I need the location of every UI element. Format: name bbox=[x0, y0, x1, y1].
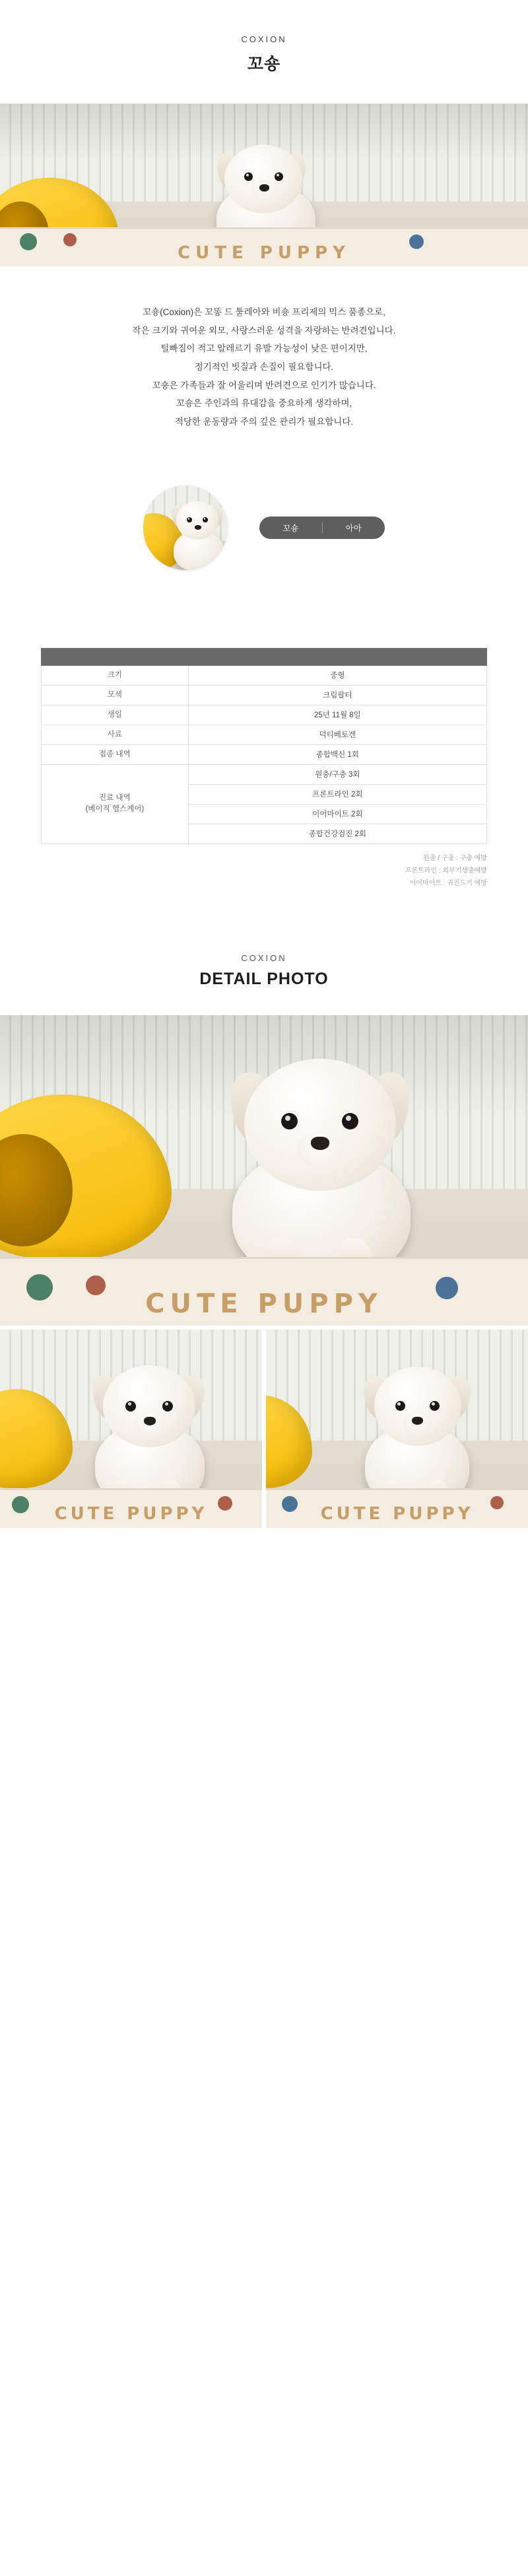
treatment-label-line1: 진료 내역 bbox=[99, 793, 131, 802]
table-row bbox=[42, 705, 487, 725]
detail-photo-left bbox=[0, 1330, 262, 1528]
detail-photo-header bbox=[0, 890, 528, 1015]
spec-table bbox=[41, 648, 487, 844]
avatar-puppy-eye-left bbox=[187, 517, 192, 522]
puppy-eye-left bbox=[244, 172, 253, 181]
page-title: 꼬숑 bbox=[247, 55, 281, 73]
puppy-nose bbox=[259, 184, 269, 192]
table-note: 프론트라인 : 외부기생충예방 bbox=[405, 867, 487, 875]
row-value: 종합백신 1회 bbox=[188, 744, 486, 764]
description-line: 꼬숑은 가족들과 잘 어울리며 반려견으로 인기가 많습니다. bbox=[152, 380, 376, 390]
description-line: 털빠짐이 적고 알레르기 유발 가능성이 낮은 편이지만, bbox=[160, 343, 368, 354]
table-row bbox=[42, 685, 487, 705]
pill-right-label: 아아 bbox=[345, 523, 362, 533]
description-line: 정기적인 빗질과 손질이 필요합니다. bbox=[194, 362, 334, 373]
rug-text: CUTE PUPPY bbox=[320, 1503, 474, 1524]
avatar-puppy-head bbox=[176, 501, 218, 540]
table-row bbox=[42, 665, 487, 685]
detail-title: DETAIL PHOTO bbox=[199, 969, 329, 988]
avatar-puppy-eye-right bbox=[203, 517, 208, 522]
avatar bbox=[143, 485, 228, 570]
profile-name-pill bbox=[259, 517, 385, 539]
puppy-eye-right bbox=[275, 172, 283, 181]
puppy-subject bbox=[198, 1050, 449, 1287]
pill-left-label: 꼬숑 bbox=[282, 523, 299, 533]
puppy-eye-left bbox=[125, 1401, 136, 1412]
puppy-head bbox=[374, 1367, 461, 1446]
puppy-eye-right bbox=[430, 1401, 440, 1411]
detail-right-scene bbox=[266, 1330, 528, 1528]
treatment-value: 원충/구충 3회 bbox=[188, 764, 486, 784]
avatar-scene bbox=[143, 485, 228, 570]
table-row bbox=[42, 744, 487, 764]
rug-text: CUTE PUPPY bbox=[54, 1503, 208, 1524]
bottom-spacer bbox=[0, 1528, 528, 1554]
row-value: 중형 bbox=[188, 665, 486, 685]
description-line: 꼬숑은 주인과의 유대감을 중요하게 생각하며, bbox=[176, 398, 352, 409]
table-header-right bbox=[188, 648, 486, 665]
description-line: 작은 크기와 귀여운 외모, 사랑스러운 성격을 자랑하는 반려견입니다. bbox=[132, 325, 396, 336]
row-label: 사료 bbox=[42, 725, 189, 744]
treatment-label bbox=[42, 764, 189, 843]
puppy-eye-right bbox=[162, 1401, 173, 1412]
avatar-puppy bbox=[166, 497, 228, 570]
hero-scene bbox=[0, 104, 528, 266]
profile-row bbox=[0, 470, 528, 596]
brand-eyebrow: COXION bbox=[241, 34, 287, 44]
puppy-nose bbox=[144, 1417, 156, 1425]
table-note: 원충 / 구충 : 구충 예방 bbox=[423, 854, 487, 862]
puppy-head bbox=[244, 1059, 396, 1191]
avatar-puppy-nose bbox=[195, 525, 201, 530]
table-row bbox=[42, 725, 487, 744]
description-line: 적당한 운동량과 주의 깊은 관리가 필요합니다. bbox=[174, 417, 354, 427]
detail-left-scene bbox=[0, 1330, 262, 1528]
description-block bbox=[0, 266, 528, 470]
table-note: 이어마이트 : 귀진드기 예방 bbox=[409, 879, 487, 887]
treatment-label-line2: (베이직 헬스케어) bbox=[85, 805, 145, 814]
puppy-eye-right bbox=[342, 1113, 358, 1129]
detail-photo-grid bbox=[0, 1326, 528, 1528]
row-label: 모색 bbox=[42, 685, 189, 705]
row-label: 접종 내역 bbox=[42, 744, 189, 764]
table-row-treatment bbox=[42, 764, 487, 784]
description-line: 꼬숑(Coxion)은 꼬똥 드 툴레아와 비숑 프리제의 믹스 품종으로, bbox=[143, 307, 385, 317]
row-value: 크림팔티 bbox=[188, 685, 486, 705]
detail-photo-main bbox=[0, 1015, 528, 1326]
puppy-head bbox=[224, 145, 302, 213]
hero-photo bbox=[0, 104, 528, 266]
treatment-value: 프론트라인 2회 bbox=[188, 784, 486, 804]
table-header-left bbox=[42, 648, 189, 665]
detail-photo-right bbox=[266, 1330, 528, 1528]
puppy-nose bbox=[412, 1417, 423, 1425]
treatment-value: 종합건강검진 2회 bbox=[188, 824, 486, 843]
treatment-value: 이어마이트 2회 bbox=[188, 804, 486, 824]
row-value: 덕티베토겐 bbox=[188, 725, 486, 744]
row-value: 25년 11월 8일 bbox=[188, 705, 486, 725]
puppy-eye-left bbox=[281, 1113, 298, 1129]
detail-scene bbox=[0, 1015, 528, 1326]
detail-eyebrow: COXION bbox=[241, 952, 287, 963]
row-label: 생일 bbox=[42, 705, 189, 725]
puppy-nose bbox=[311, 1137, 329, 1150]
spec-table-wrap bbox=[0, 596, 528, 844]
puppy-eye-left bbox=[395, 1401, 405, 1411]
row-label: 크기 bbox=[42, 665, 189, 685]
table-header-row bbox=[42, 648, 487, 665]
rug-text: CUTE PUPPY bbox=[178, 243, 350, 264]
page-header bbox=[0, 0, 528, 104]
table-notes bbox=[0, 844, 528, 890]
rug-text: CUTE PUPPY bbox=[145, 1289, 383, 1320]
